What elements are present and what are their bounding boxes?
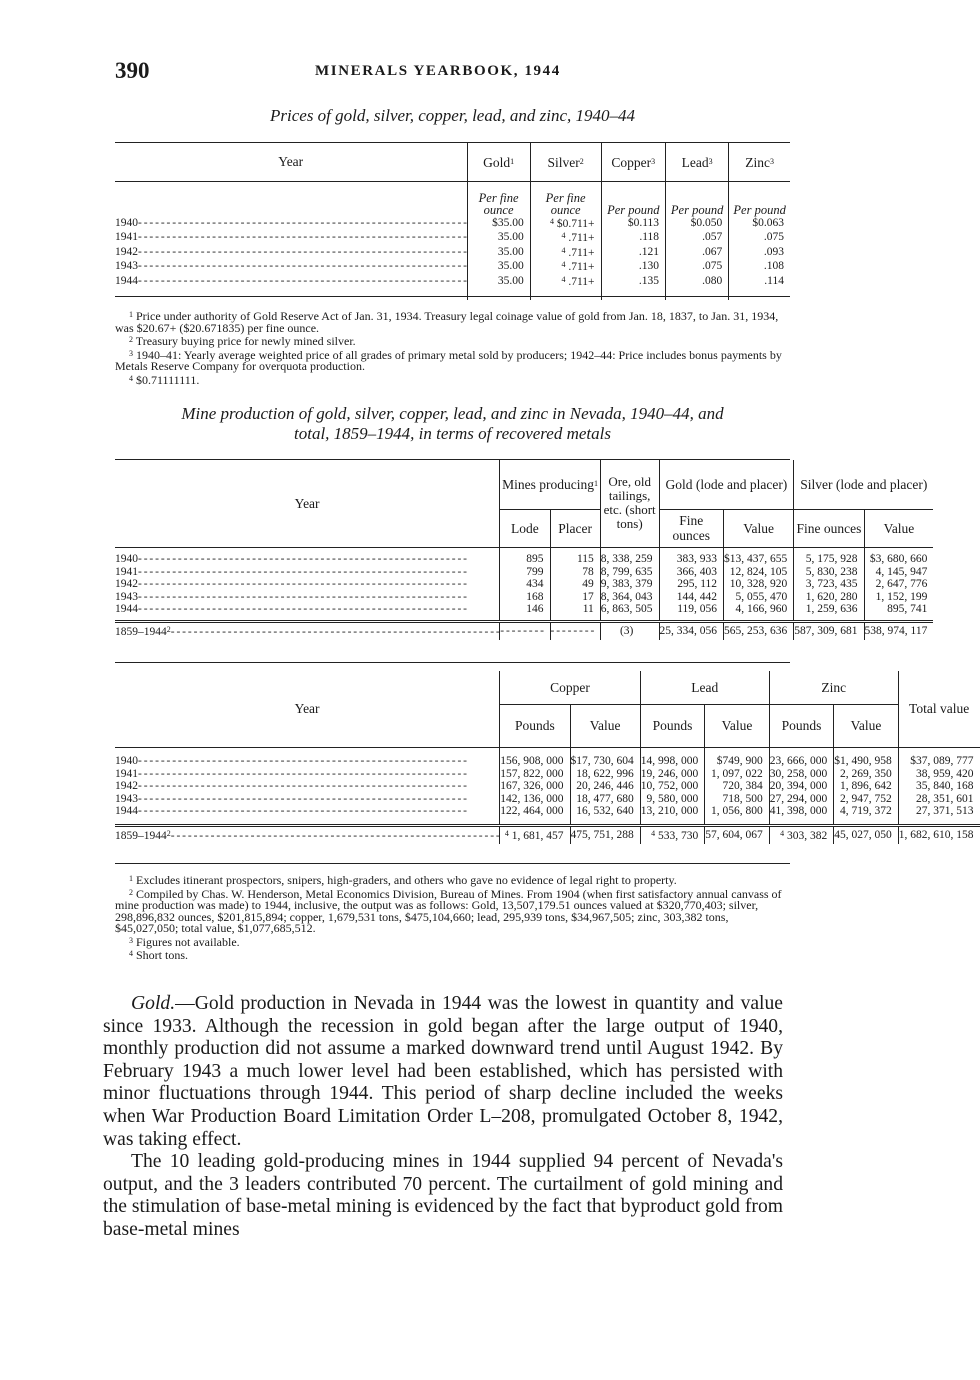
cell-silver-oz: 5, 175, 928: [794, 553, 864, 566]
table1-title: Prices of gold, silver, copper, lead, and zinc, 1940–44: [270, 106, 635, 125]
table-row: [115, 578, 933, 591]
cell-pb-lb: 13, 210, 000: [640, 805, 705, 818]
table1-bottom-rule: [115, 296, 790, 297]
table-row: [115, 274, 790, 289]
cell-lode: 434: [500, 578, 550, 591]
cell-zn-lb: 20, 394, 000: [769, 780, 834, 793]
col-header-year: Year: [115, 671, 500, 747]
table-row: [115, 591, 933, 604]
cell-gold-val: 565, 253, 636: [724, 622, 794, 640]
table3-footnotes: [115, 873, 790, 962]
cell-zn-val: 2, 947, 752: [834, 793, 899, 806]
lead-price: $0.050: [666, 216, 729, 231]
cell-pb-val: 57, 604, 067: [705, 826, 770, 844]
col-header-copper-group: Copper: [500, 671, 641, 704]
table-row: [115, 230, 790, 245]
table-row: [115, 566, 933, 579]
gold-price: $35.00: [467, 216, 530, 231]
cell-silver-val: 538, 974, 117: [864, 622, 933, 640]
table3-bottom-rule: [115, 863, 790, 864]
cell-zn-lb: 27, 294, 000: [769, 793, 834, 806]
table-row: [115, 793, 980, 806]
col-header-gold: Gold$^1$: [467, 143, 530, 181]
row-year: 1941- - - - - - - - - - - - - - - - - - - - - - - - - - - - - - - - - - - - - - - - - - - - - - - - - - - - - - - - - -: [115, 565, 467, 578]
col-header-total-value: Total value: [898, 671, 979, 747]
cell-cu-val: 18, 477, 680: [570, 793, 640, 806]
footnote: $^4$ Short tons.: [129, 948, 189, 962]
row-year: 1943- - - - - - - - - - - - - - - - - - - - - - - - - - - - - - - - - - - - - - - - - - - - - - - - - - - - - - - - - -: [115, 590, 467, 603]
footnote: $^2$ Treasury buying price for newly mined silver.: [129, 334, 356, 348]
unit-label: Per pound: [666, 181, 729, 216]
col-header-gold-group: Gold (lode and placer): [659, 460, 794, 509]
row-year: 1942- - - - - - - - - - - - - - - - - - - - - - - - - - - - - - - - - - - - - - - - - - - - - - - - - - - - - - - - - -: [115, 245, 467, 258]
footnote: $^3$ 1940–41: Yearly average weighted price of all grades of primary metal sold by producers; 1942–44: Price includes bonus payments by Metals Reserve Company for overquota production.: [115, 347, 782, 373]
cell-silver-oz: 5, 830, 238: [794, 566, 864, 579]
row-year: 1943- - - - - - - - - - - - - - - - - - - - - - - - - - - - - - - - - - - - - - - - - - - - - - - - - - - - - - - - - -: [115, 260, 467, 272]
table-row: [115, 288, 790, 300]
unit-label: Per pound: [601, 181, 666, 216]
col-header-copper-pounds: Pounds: [500, 704, 570, 747]
cell-cu-lb: 157, 822, 000: [500, 768, 570, 781]
cell-gold-val: 5, 055, 470: [724, 591, 794, 604]
gold-price: 35.00: [467, 245, 530, 260]
copper-price: .121: [601, 245, 666, 260]
col-header-zinc: Zinc$^3$: [729, 143, 790, 181]
col-header-lead-group: Lead: [640, 671, 769, 704]
cell-gold-oz: 144, 442: [659, 591, 724, 604]
cell-zn-lb: 30, 258, 000: [769, 768, 834, 781]
cell-silver-oz: 587, 309, 681: [794, 622, 864, 640]
page-number: 390: [115, 58, 150, 83]
cell-placer: 11: [550, 603, 600, 616]
cell-gold-oz: 25, 334, 056: [659, 622, 724, 640]
cell-pb-val: 1, 097, 022: [705, 768, 770, 781]
cell-silver-val: 4, 145, 947: [864, 566, 933, 579]
page-header: [115, 58, 790, 86]
cell-cu-lb: 142, 136, 000: [500, 793, 570, 806]
silver-price: $^4$ .711+: [530, 245, 601, 260]
cell-pb-lb: 14, 998, 000: [640, 755, 705, 768]
gold-price: 35.00: [467, 274, 530, 289]
table-row: [115, 818, 980, 826]
row-year: 1859–1944$^2$- - - - - - - - - - - - - - - - - - - - - - - - - - - - - - - - - - - - - - - - - - - - - - - - - - - - - - - - - -: [115, 829, 500, 843]
col-header-mines-producing: Mines producing$^1$: [500, 460, 601, 509]
cell-cu-val: 18, 622, 996: [570, 768, 640, 781]
cell-gold-val: 10, 328, 920: [724, 578, 794, 591]
table2-bottom-rule: [115, 662, 790, 663]
row-year: 1940- - - - - - - - - - - - - - - - - - - - - - - - - - - - - - - - - - - - - - - - - - - - - - - - - - - - - - - - - -: [115, 553, 467, 566]
col-header-zinc-value: Value: [834, 704, 899, 747]
col-header-placer: Placer: [550, 509, 600, 547]
cell-pb-lb: 19, 246, 000: [640, 768, 705, 781]
cell-silver-oz: 3, 723, 435: [794, 578, 864, 591]
footnote: $^1$ Excludes itinerant prospectors, snipers, high-graders, and others who gave no evidence of legal right to property.: [129, 873, 677, 887]
copper-price: .135: [601, 274, 666, 289]
table-row: [115, 259, 790, 274]
col-header-copper: Copper$^3$: [601, 143, 666, 181]
cell-pb-val: 720, 384: [705, 780, 770, 793]
col-header-zinc-pounds: Pounds: [769, 704, 834, 747]
row-year: 1944- - - - - - - - - - - - - - - - - - - - - - - - - - - - - - - - - - - - - - - - - - - - - - - - - - - - - - - - - -: [115, 274, 467, 287]
cell-total: 1, 682, 610, 158: [898, 826, 979, 844]
cell-ore: 6, 863, 505: [600, 603, 659, 616]
cell-cu-lb: $^4$ 1, 681, 457: [500, 826, 570, 844]
zinc-price: .114: [729, 274, 790, 289]
silver-price: $^4$ .711+: [530, 230, 601, 245]
cell-gold-val: 4, 166, 960: [724, 603, 794, 616]
col-header-gold-value: Value: [724, 509, 794, 547]
gold-price: 35.00: [467, 230, 530, 245]
row-year: 1941- - - - - - - - - - - - - - - - - - - - - - - - - - - - - - - - - - - - - - - - - - - - - - - - - - - - - - - - - -: [115, 231, 467, 243]
cell-gold-val: 12, 824, 105: [724, 566, 794, 579]
cell-cu-val: $17, 730, 604: [570, 755, 640, 768]
footnote: $^1$ Price under authority of Gold Reserve Act of Jan. 31, 1934. Treasury legal coinage value of gold from Jan. 18, 1837, to Jan. 31, 1934, was $20.67+ ($20.671835) per fine ounce.: [115, 309, 779, 335]
cell-cu-val: 20, 246, 446: [570, 780, 640, 793]
cell-pb-lb: 9, 580, 000: [640, 793, 705, 806]
cell-gold-oz: 119, 056: [659, 603, 724, 616]
cell-placer: 17: [550, 591, 600, 604]
row-year: 1944- - - - - - - - - - - - - - - - - - - - - - - - - - - - - - - - - - - - - - - - - - - - - - - - - - - - - - - - - -: [115, 805, 467, 818]
table-row: [115, 603, 933, 616]
col-header-lead-pounds: Pounds: [640, 704, 705, 747]
row-year: 1940- - - - - - - - - - - - - - - - - - - - - - - - - - - - - - - - - - - - - - - - - - - - - - - - - - - - - - - - - -: [115, 216, 467, 229]
zinc-price: $0.063: [729, 216, 790, 231]
cell-cu-val: 475, 751, 288: [570, 826, 640, 844]
row-year: 1859–1944$^2$- - - - - - - - - - - - - - - - - - - - - - - - - - - - - - - - - - - - - - - - - - - - - - - - - - - - - - - - - -: [115, 625, 500, 639]
col-header-silver-group: Silver (lode and placer): [794, 460, 934, 509]
cell-silver-val: 895, 741: [864, 603, 933, 616]
cell-zn-val: 4, 719, 372: [834, 805, 899, 818]
cell-silver-oz: 1, 620, 280: [794, 591, 864, 604]
cell-ore: 8, 338, 259: [600, 553, 659, 566]
cell-placer: 78: [550, 566, 600, 579]
unit-label: Per pound: [729, 181, 790, 216]
cell-ore: (3): [600, 622, 659, 640]
silver-price: $^4$ .711+: [530, 274, 601, 289]
footnote: $^3$ Figures not available.: [129, 934, 240, 949]
table-row: [115, 245, 790, 260]
cell-gold-oz: 366, 403: [659, 566, 724, 579]
cell-zn-val: 45, 027, 050: [834, 826, 899, 844]
table-row: [115, 805, 980, 818]
cell-total: 28, 351, 601: [898, 793, 979, 806]
cell-lode: 146: [500, 603, 550, 616]
copper-price: .130: [601, 259, 666, 274]
col-header-year: Year: [278, 154, 304, 170]
cell-silver-val: $3, 680, 660: [864, 553, 933, 566]
cell-zn-val: 1, 896, 642: [834, 780, 899, 793]
cell-gold-oz: 295, 112: [659, 578, 724, 591]
prices-table: [115, 143, 790, 300]
body-text: [103, 993, 783, 1242]
cell-pb-lb: $^4$ 533, 730: [640, 826, 705, 844]
table2-title: Mine production of gold, silver, copper, lead, and zinc in Nevada, 1940–44, and total, 1859–1944, in terms of recovered metals: [181, 404, 724, 443]
lead-price: .075: [666, 259, 729, 274]
running-title: MINERALS YEARBOOK, 1944: [315, 63, 561, 79]
silver-price: $^4$ .711+: [530, 259, 601, 274]
col-header-gold-fine-ounces: Fine ounces: [659, 509, 724, 547]
cell-silver-val: 2, 647, 776: [864, 578, 933, 591]
cell-gold-val: $13, 437, 655: [724, 553, 794, 566]
row-year: 1941- - - - - - - - - - - - - - - - - - - - - - - - - - - - - - - - - - - - - - - - - - - - - - - - - - - - - - - - - -: [115, 767, 467, 780]
col-header-lead: Lead$^3$: [666, 143, 729, 181]
body-paragraph: Gold.—Gold production in Nevada in 1944 was the lowest in quantity and value since 1933. Although the recession in gold began after the large output of 1940, monthly production did not assume a marked downward trend until August 1942. By February 1943 a much lower level had been established, which has persisted with minor fluctuations through 1944. This period of sharp decline included the weeks when War Production Board Limitation Order L–208, promulgated October 8, 1942, was taking effect.: [103, 993, 783, 1150]
cell-lode: 895: [500, 553, 550, 566]
cell-lode: 168: [500, 591, 550, 604]
col-header-zinc-group: Zinc: [769, 671, 898, 704]
table-row: [115, 553, 933, 566]
cell-silver-val: 1, 152, 199: [864, 591, 933, 604]
cell-zn-lb: $^4$ 303, 382: [769, 826, 834, 844]
silver-price: $^4$ $0.711+: [530, 216, 601, 231]
cell-ore: 8, 364, 043: [600, 591, 659, 604]
footnote: $^2$ Compiled by Chas. W. Henderson, Metal Economics Division, Bureau of Mines. From 1904 (when first satisfactory annual canvass of mine production was made) to 1944, inclusive, the output was as follows: Gold, 13,507,179.51 ounces valued at $320,770,403; silver, 298,896,832 ounces, $201,815,894; copper, 1,679,531 tons, $475,104,660; lead, 295,939 tons, $34,967,505; zinc, 303,382 tons, $45,027,050; total value, $1,077,685,512.: [115, 886, 782, 935]
cell-placer: 115: [550, 553, 600, 566]
col-header-ore: Ore, old tailings, etc. (short tons): [600, 460, 659, 547]
row-year: 1940- - - - - - - - - - - - - - - - - - - - - - - - - - - - - - - - - - - - - - - - - - - - - - - - - - - - - - - - - -: [115, 755, 467, 768]
unit-label: Per fine ounce: [530, 181, 601, 216]
row-year: 1942- - - - - - - - - - - - - - - - - - - - - - - - - - - - - - - - - - - - - - - - - - - - - - - - - - - - - - - - - -: [115, 578, 467, 591]
cell-lode: 799: [500, 566, 550, 579]
col-header-lead-value: Value: [705, 704, 770, 747]
col-header-silver-value: Value: [864, 509, 933, 547]
zinc-price: .093: [729, 245, 790, 260]
col-header-silver: Silver$^2$: [530, 143, 601, 181]
table1-footnotes: [115, 309, 790, 386]
cell-gold-oz: 383, 933: [659, 553, 724, 566]
body-paragraph: The 10 leading gold-producing mines in 1944 supplied 94 percent of Nevada's output, and the 3 leaders contributed 70 percent. The curtailment of gold mining and the stimulation of base-metal mining is evidenced by the fact that byproduct gold from base-metal mines: [103, 1151, 783, 1240]
cell-pb-val: 1, 056, 800: [705, 805, 770, 818]
production-table-gold-silver: [115, 460, 933, 640]
table-row: [115, 768, 980, 781]
cell-cu-lb: 167, 326, 000: [500, 780, 570, 793]
cell-pb-val: 718, 500: [705, 793, 770, 806]
zinc-price: .108: [729, 259, 790, 274]
cell-zn-val: $1, 490, 958: [834, 755, 899, 768]
cell-pb-val: $749, 900: [705, 755, 770, 768]
col-header-silver-fine-ounces: Fine ounces: [794, 509, 864, 547]
table-row: [115, 216, 790, 231]
total-row: [115, 826, 980, 844]
table-row: [115, 780, 980, 793]
cell-total: 38, 959, 420: [898, 768, 979, 781]
cell-ore: 9, 383, 379: [600, 578, 659, 591]
zinc-price: .075: [729, 230, 790, 245]
row-year: 1942- - - - - - - - - - - - - - - - - - - - - - - - - - - - - - - - - - - - - - - - - - - - - - - - - - - - - - - - - -: [115, 780, 467, 793]
cell-cu-val: 16, 532, 640: [570, 805, 640, 818]
col-header-year: Year: [115, 460, 500, 547]
col-header-copper-value: Value: [570, 704, 640, 747]
footnote: $^4$ $0.71111111.: [129, 372, 200, 387]
cell-total: $37, 089, 777: [898, 755, 979, 768]
table-row: [115, 747, 980, 755]
cell-silver-oz: 1, 259, 636: [794, 603, 864, 616]
gold-price: 35.00: [467, 259, 530, 274]
cell-total: 35, 840, 168: [898, 780, 979, 793]
total-row: 1859–1944$^2$- - - - - - - - - - - - - - - - - - - - - - - - - - - - - - - - - - - - - - - - - - - - - - - - - - - - - - - - - - - - - - - - - - - - - - - - - - (3) 25, 334, 056 565, 253, 636 587, 309, 681 538, 974, 117: [115, 622, 933, 640]
row-year: 1944- - - - - - - - - - - - - - - - - - - - - - - - - - - - - - - - - - - - - - - - - - - - - - - - - - - - - - - - - -: [115, 603, 467, 616]
cell-zn-lb: 41, 398, 000: [769, 805, 834, 818]
copper-price: .118: [601, 230, 666, 245]
cell-zn-val: 2, 269, 350: [834, 768, 899, 781]
lead-price: .080: [666, 274, 729, 289]
lead-price: .057: [666, 230, 729, 245]
unit-label: Per fine ounce: [467, 181, 530, 216]
cell-placer: 49: [550, 578, 600, 591]
production-table-base-metals: [115, 671, 980, 844]
units-row: [115, 181, 790, 216]
table-row: [115, 755, 980, 768]
row-year: 1943- - - - - - - - - - - - - - - - - - - - - - - - - - - - - - - - - - - - - - - - - - - - - - - - - - - - - - - - - -: [115, 792, 467, 805]
lead-price: .067: [666, 245, 729, 260]
copper-price: $0.113: [601, 216, 666, 231]
cell-cu-lb: 156, 908, 000: [500, 755, 570, 768]
cell-cu-lb: 122, 464, 000: [500, 805, 570, 818]
cell-total: 27, 371, 513: [898, 805, 979, 818]
cell-zn-lb: 23, 666, 000: [769, 755, 834, 768]
cell-pb-lb: 10, 752, 000: [640, 780, 705, 793]
col-header-lode: Lode: [500, 509, 550, 547]
cell-ore: 8, 799, 635: [600, 566, 659, 579]
